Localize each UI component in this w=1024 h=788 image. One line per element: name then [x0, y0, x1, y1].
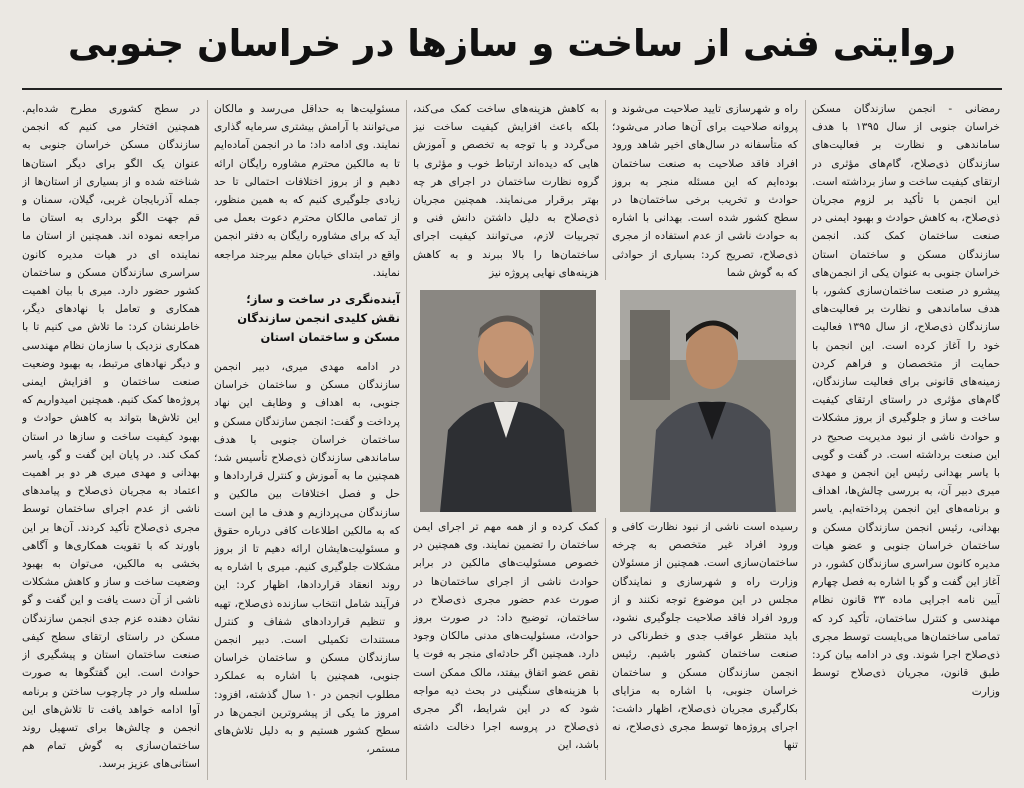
- column-1: رمضانی - انجمن سازندگان مسکن خراسان جنوبی از سال ۱۳۹۵ با هدف ساماندهی و نظارت بر فعالیت‌های سازندگان ذی‌صلاح، گام‌های مؤثری در ارتقای کیفیت ساخت و ساز برداشته است. این انجمن با تأکید بر لزوم مجریان ذی‌صلاح، به کاهش حوادث و بهبود ایمنی در صنعت ساختمان کمک کند. انجمن سازندگان مسکن و ساختمان استان خراسان جنوبی به عنوان یکی از انجمن‌های پیشرو در صنعت ساختمان‌سازی کشور، با هدف ساماندهی و نظارت بر فعالیت‌های سازندگان ذی‌صلاح، از سال ۱۳۹۵ فعالیت خود را آغاز کرده است. این انجمن با حمایت از متخصصان و فراهم کردن زمینه‌های قانونی برای فعالیت سازندگان، گام‌های مؤثری در راستای ارتقای کیفیت ساخت و ساز و جلوگیری از بروز مشکلات و حوادث ناشی از نبود مدیریت صحیح در این صنعت برداشته است. در گفت و گویی با یاسر بهدانی رئیس این انجمن و مهدی میری دبیر آن، به بررسی چالش‌ها، اهداف و برنامه‌های این انجمن پرداخته‌ایم. یاسر بهدانی، رئیس انجمن سازندگان مسکن و ساختمان خراسان جنوبی و عضو هیات مدیره کانون سراسری سازندگان کشور، در آغاز این گفت و گو با اشاره به فصل چهارم آیین نامه اجرایی ماده ۳۳ قانون نظام مهندسی و کنترل ساختمان، تأکید کرد که تمامی ساختمان‌ها می‌بایست توسط مجری ذی‌صلاح اجرا شوند. وی در ادامه بیان کرد: طبق قانون، مجریان ذی‌صلاح توسط وزارت: [812, 103, 1000, 698]
- column-3-top: به کاهش هزینه‌های ساخت کمک می‌کند، بلکه باعث افزایش کیفیت ساخت نیز می‌گردد و با توجه به تخصص و آموزش هایی که دیده‌اند ارتباط خوب و مؤثری با گروه نظارت ساختمان در اجرای هر چه بهتر برقرار می‌نمایند. همچنین مجریان ذی‌صلاح به دلیل داشتن دانش فنی و تجربیات لازم، می‌توانند کیفیت اجرای ساختمان‌ها را بالا ببرند و به کاهش هزینه‌های نهایی پروژه نیز: [413, 103, 599, 279]
- column-divider: [605, 518, 606, 780]
- headline-rule: [22, 88, 1002, 90]
- column-5: در سطح کشوری مطرح شده‌ایم. همچنین افتخار می کنیم که انجمن سازندگان مسکن خراسان جنوبی به عنوان یک الگو برای دیگر استان‌ها شناخته شده و از بسیاری از استان‌ها از جمله آذربایجان غربی، گیلان، سمنان و قم جهت الگو برداری به استان ما مراجعه نموده اند. همچنین از استان ما نماینده ای در هیات مدیره کانون سراسری سازندگان مسکن و ساختمان کشور حضور دارد. میری با بیان اهمیت همکاری و تعامل با نهادهای دیگر، خاطرنشان کرد: ما تلاش می کنیم تا با همکاری نزدیک با سازمان نظام مهندسی و دیگر نهادهای مرتبط، به بهبود وضعیت صنعت ساختمان و افزایش ایمنی پروژه‌ها کمک کنیم. همچنین امیدواریم که این تلاش‌ها بتواند به کاهش حوادث و بهبود کیفیت ساخت و سازها در استان کمک کند. در پایان این گفت و گو، یاسر بهدانی و مهدی میری هر دو بر اهمیت اعتماد به مجریان ذی‌صلاح و پیامدهای ناشی از عدم اجرای ساختمان توسط مجری ذی‌صلاح تأکید کردند. آن‌ها بر این باورند که با تقویت همکاری‌ها و آگاهی بخشی به مالکین، می‌توان به بهبود وضعیت ساخت و ساز و کاهش مشکلات ناشی از آن دست یافت و این گفت و گو نشان دهنده عزم جدی انجمن سازندگان مسکن در راستای ارتقای سطح کیفی صنعت ساختمان استان و پیشگیری از حوادث است. این گفتگوها به صورت سلسله وار در چارچوب ساختن و برنامه آوا ادامه خواهد یافت تا تلاش‌های این انجمن و چالش‌ها برای تسهیل روند ساختمان‌سازی به گوش تمام هم استانی‌های عزیز برسد.: [22, 103, 200, 771]
- column-3-bottom: کمک کرده و از همه مهم تر اجرای ایمن ساختمان را تضمین نمایند. وی همچنین در خصوص مسئولیت‌های مالکین در برابر حوادث ناشی از اجرای ساختمان‌ها در صورت عدم حضور مجری ذی‌صلاح در ساختمان، توضیح داد: در صورت بروز حوادث، مسئولیت‌های مدنی مالکان وجود دارد. همچنین اگر حادثه‌ای منجر به فوت یا نقص عضو اتفاق بیفتد، مالک ممکن است با هزینه‌های سنگینی در بحث دیه مواجه شود که در این شرایط، اگر مجری ذی‌صلاح در پروسه اجرا دخالت داشته باشد، این: [413, 521, 599, 752]
- column-4-top: مسئولیت‌ها به حداقل می‌رسد و مالکان می‌توانند با آرامش بیشتری سرمایه گذاری نمایند. وی ادامه داد: ما در انجمن آماده‌ایم تا به مالکین محترم مشاوره رایگان ارائه دهیم و از بروز اختلافات احتمالی تا حد زیادی جلوگیری کنیم که به همین منظور، از تمامی مالکان محترم دعوت بعمل می آید که برای مشاوره رایگان به دفتر انجمن واقع در ابتدای خیابان معلم بیرجند مراجعه نمایند.: [214, 103, 400, 279]
- subheading: آینده‌نگری در ساخت و ساز؛ نقش کلیدی انجمن سازندگان مسکن و ساختمان استان: [237, 292, 400, 344]
- photo-man-right: [620, 290, 796, 512]
- column-2-bottom: رسیده است ناشی از نبود نظارت کافی و ورود افراد غیر متخصص به چرخه ساختمان‌سازی است. همچنین از مسئولان وزارت راه و شهرسازی و نمایندگان مجلس در این موضوع توجه نکنند و از ورود افراد فاقد صلاحیت جلوگیری نشود، باید منتظر عواقب جدی و خطرناکی در صنعت ساختمان کشور باشیم. رئیس انجمن سازندگان مسکن و ساختمان خراسان جنوبی، با اشاره به مزایای بکارگیری مجریان ذی‌صلاح، اظهار داشت: اجرای پروژه‌ها توسط مجری ذی‌صلاح، نه تنها: [612, 521, 798, 752]
- column-4-bottom: در ادامه مهدی میری، دبیر انجمن سازندگان مسکن و ساختمان خراسان جنوبی، به اهداف و وظایف این نهاد پرداخت و گفت: انجمن سازندگان مسکن و ساختمان خراسان جنوبی با هدف ساماندهی سازندگان ذی‌صلاح تأسیس شد؛ همچنین ما به آموزش و کنترل قراردادها و حل و فصل اختلافات بین مالکین و سازندگان می‌پردازیم و هدف ما این است که به مالکین اطلاعات کافی درباره حقوق و مسئولیت‌هایشان ارائه دهیم تا از بروز مشکلات جلوگیری کنیم. میری با اشاره به روند انعقاد قراردادها، اظهار کرد: این فرآیند شامل انتخاب سازنده ذی‌صلاح، تهیه و تنظیم قراردادهای شفاف و کنترل مستندات تکمیلی است. دبیر انجمن سازندگان مسکن و ساختمان خراسان جنوبی، همچنین با اشاره به عملکرد مطلوب انجمن در ۱۰ سال گذشته، افزود: امروز ما یکی از پیشروترین انجمن‌ها در سطح کشور هستیم و به دلیل تلاش‌های مستمر،: [214, 361, 400, 756]
- column-divider: [805, 100, 806, 780]
- column-divider: [406, 100, 407, 780]
- headline: روایتی فنی از ساخت و سازها در خراسان جنوبی: [67, 22, 957, 65]
- photo-man-left: [420, 290, 596, 512]
- column-divider: [605, 100, 606, 280]
- column-2-top: راه و شهرسازی تایید صلاحیت می‌شوند و پروانه صلاحیت برای آن‌ها صادر می‌شود؛ که متأسفانه در سال‌های اخیر شاهد ورود افراد فاقد صلاحیت به صنعت ساختمان بوده‌ایم که این مسئله منجر به بروز حوادث و تخریب برخی ساختمان‌ها در سطح کشور شده است. بهدانی با اشاره به حوادث ناشی از عدم استفاده از مجری ذی‌صلاح، تصریح کرد: بسیاری از حوادثی که به گوش شما: [612, 103, 798, 279]
- column-divider: [207, 100, 208, 780]
